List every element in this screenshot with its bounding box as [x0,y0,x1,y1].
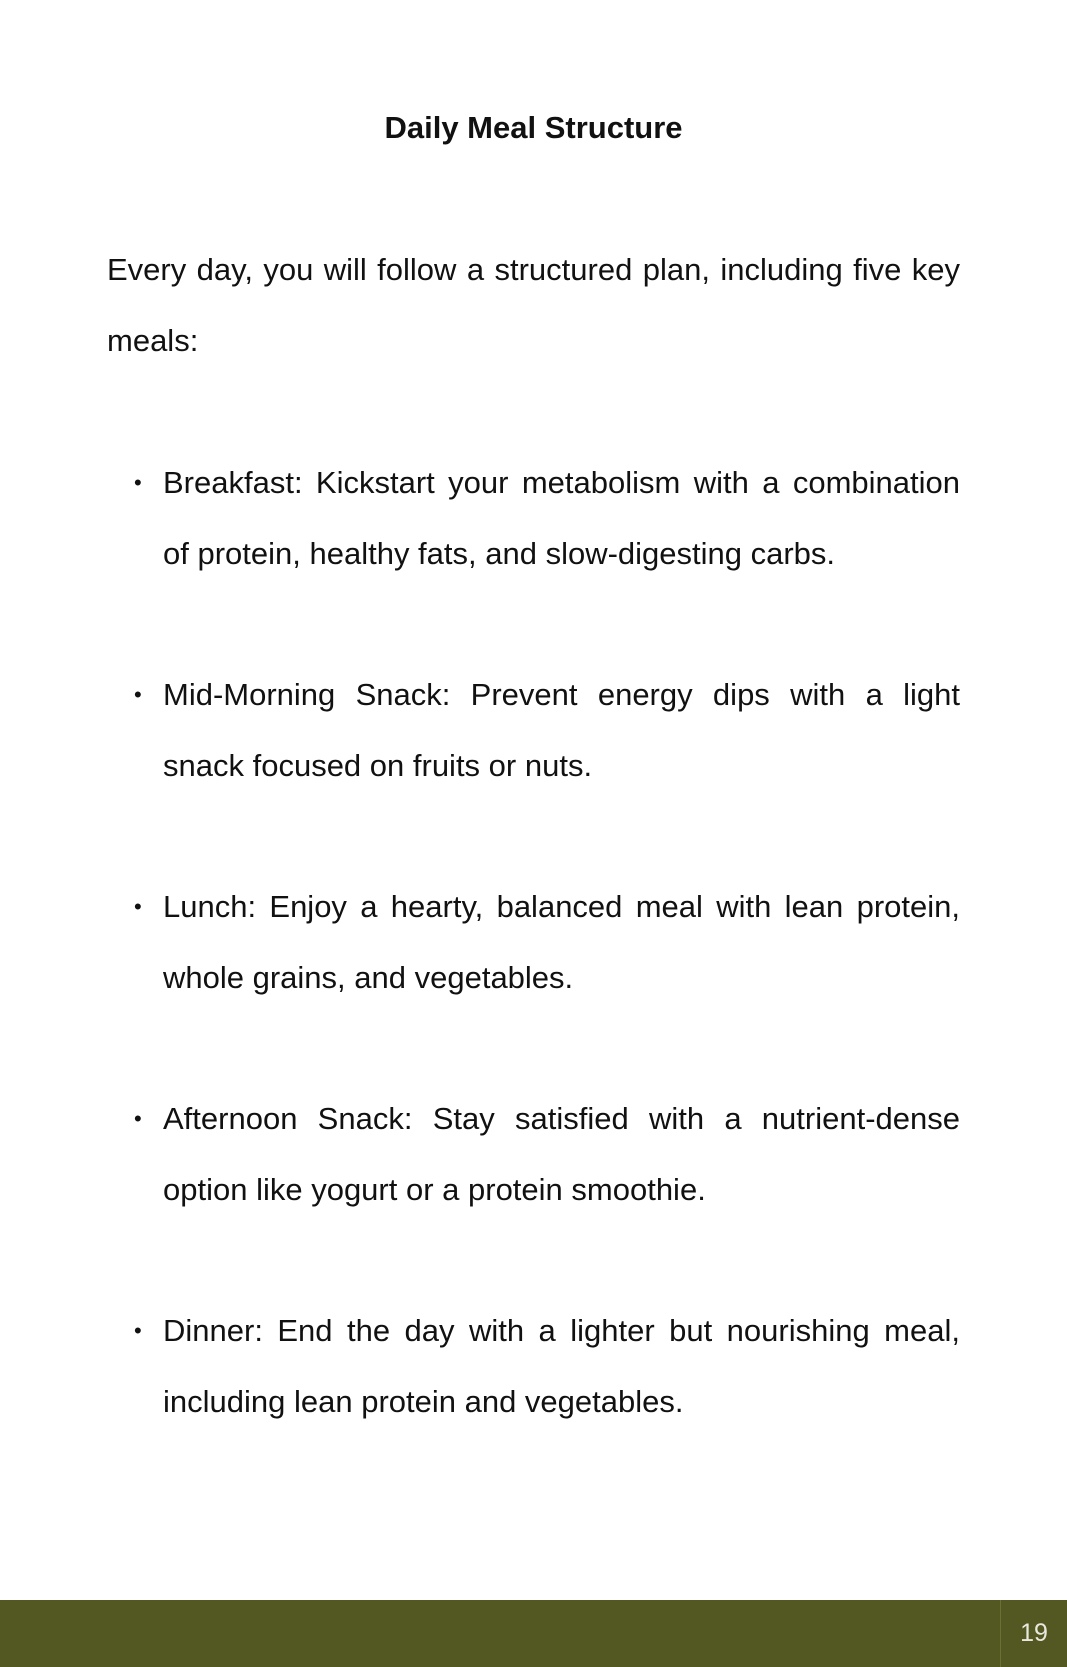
list-item-text: Mid-Morning Snack: Prevent energy dips with a light snack focused on fruits or nuts. [163,677,960,783]
list-item-text: Lunch: Enjoy a hearty, balanced meal with lean protein, whole grains, and vegetables. [163,889,960,995]
bullet-icon: • [134,894,142,919]
bullet-icon: • [134,1318,142,1343]
meal-list [107,447,960,1507]
intro-paragraph: Every day, you will follow a structured plan, including five key meals: [107,252,960,358]
bullet-icon: • [134,682,142,707]
list-item-afternoon-snack [107,1083,960,1225]
list-item-lunch [107,871,960,1013]
list-item-breakfast [107,447,960,589]
list-item-text: Afternoon Snack: Stay satisfied with a nutrient-dense option like yogurt or a protein smoothie. [163,1101,960,1207]
page-number-box [1000,1600,1067,1667]
page-number: 19 [1020,1619,1048,1647]
list-item-mid-morning-snack [107,659,960,801]
list-item-text: Breakfast: Kickstart your metabolism with a combination of protein, healthy fats, and slow-digesting carbs. [163,465,960,571]
footer-bar [0,1600,1067,1667]
bullet-icon: • [134,1106,142,1131]
page-title: Daily Meal Structure [384,110,683,145]
bullet-icon: • [134,470,142,495]
list-item-text: Dinner: End the day with a lighter but nourishing meal, including lean protein and vegetables. [163,1313,960,1419]
list-item-dinner [107,1295,960,1437]
